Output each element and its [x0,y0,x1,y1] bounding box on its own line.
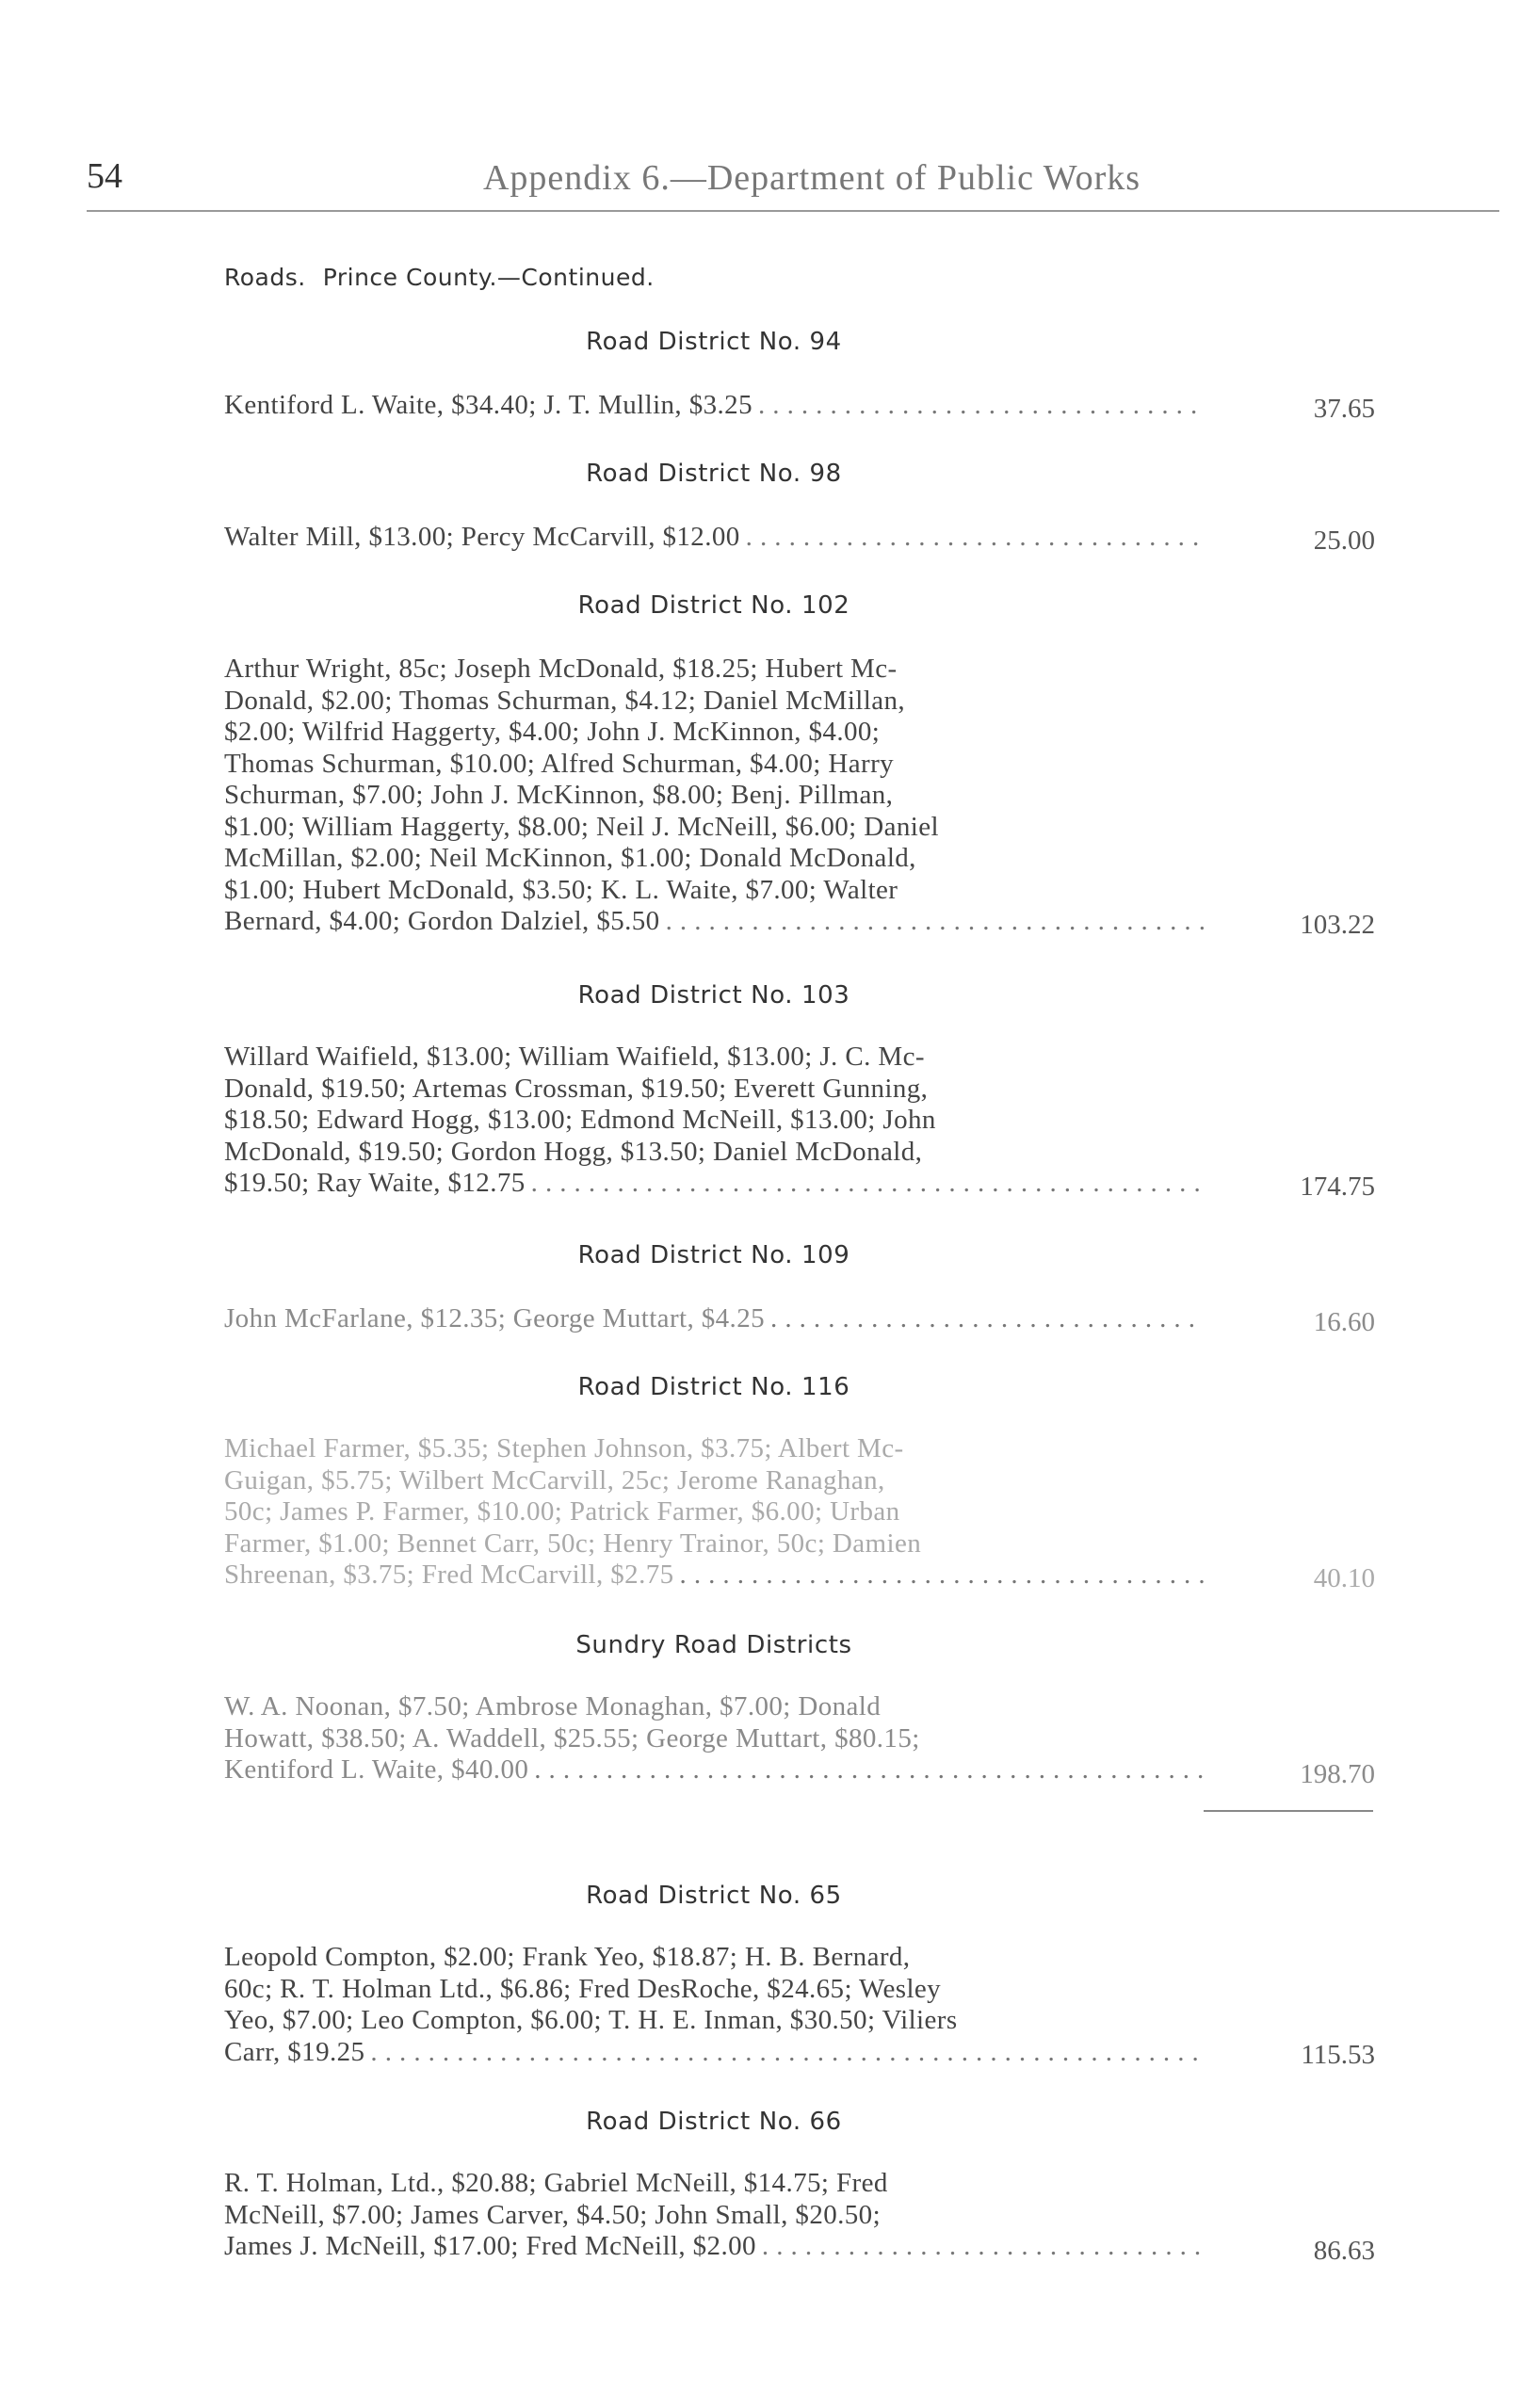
entry-last-line [224,390,1204,422]
running-header [87,155,1509,212]
district-entry [224,1942,1204,2068]
section-subheading: Prince County.—Continued. [322,264,655,291]
entry-last-line [224,1168,1204,1200]
entry-line: Donald, $2.00; Thomas Schurman, $4.12; Daniel McMillan, [224,685,906,716]
district-entry [224,1691,1204,1786]
district-title: Road District No. 109 [577,1241,850,1269]
entry-line: W. A. Noonan, $7.50; Ambrose Monaghan, $7.00; Donald [224,1691,882,1721]
district-title: Road District No. 102 [577,591,850,620]
entry-line: $18.50; Edward Hogg, $13.00; Edmond McNeill, $13.00; John [224,1105,936,1135]
entry-line: Thomas Schurman, $10.00; Alfred Schurman, $4.00; Harry [224,748,895,779]
district-amount: 174.75 [1300,1172,1375,1202]
entry-line: Guigan, $5.75; Wilbert McCarvill, 25c; Jerome Ranaghan, [224,1464,885,1495]
district-entry [224,654,1204,938]
dot-leader [531,1168,1204,1200]
section-heading-roads: Roads. [224,264,306,291]
entry-line: Howatt, $38.50; A. Waddell, $25.55; George Muttart, $80.15; [224,1722,920,1753]
entry-text: Kentiford L. Waite, $40.00 [224,1754,529,1785]
entry-line: 60c; R. T. Holman Ltd., $6.86; Fred DesRoche, $24.65; Wesley [224,1973,942,2004]
entry-text: Kentiford L. Waite, $34.40; J. T. Mullin, $3.25 [224,390,752,420]
dot-leader [680,1560,1204,1592]
entry-last-line [224,2037,1204,2069]
district-entry [224,522,1204,554]
entry-last-line [224,1560,1204,1592]
entry-line: McMillan, $2.00; Neil McKinnon, $1.00; Donald McDonald, [224,843,916,873]
header-rule [87,210,1499,212]
district-entry [224,390,1204,422]
entry-text: John McFarlane, $12.35; George Muttart, $4.25 [224,1303,766,1333]
entry-line: R. T. Holman, Ltd., $20.88; Gabriel McNeill, $14.75; Fred [224,2168,888,2198]
entry-last-line [224,1754,1204,1786]
entry-line: $1.00; William Haggerty, $8.00; Neil J. McNeill, $6.00; Daniel [224,811,939,842]
district-amount: 16.60 [1313,1307,1375,1337]
district-title: Road District No. 66 [586,2108,842,2136]
entry-line: McNeill, $7.00; James Carver, $4.50; John Small, $20.50; [224,2199,882,2230]
dot-leader [758,390,1204,422]
district-title: Road District No. 98 [586,460,842,488]
section-heading [224,264,655,291]
entry-line: Leopold Compton, $2.00; Frank Yeo, $18.87; H. B. Bernard, [224,1942,911,1972]
entry-line: Schurman, $7.00; John J. McKinnon, $8.00; Benj. Pillman, [224,780,894,810]
dot-leader [762,2231,1204,2263]
entry-line: McDonald, $19.50; Gordon Hogg, $13.50; Daniel McDonald, [224,1136,923,1167]
entry-line: 50c; James P. Farmer, $10.00; Patrick Farmer, $6.00; Urban [224,1496,900,1527]
entry-text: Carr, $19.25 [224,2036,365,2067]
dot-leader [770,1303,1204,1335]
entry-line: Michael Farmer, $5.35; Stephen Johnson, $3.75; Albert Mc- [224,1433,904,1463]
district-entry [224,1042,1204,1200]
entry-text: Bernard, $4.00; Gordon Dalziel, $5.50 [224,906,660,936]
district-amount: 103.22 [1300,910,1375,940]
district-amount: 86.63 [1313,2236,1375,2266]
entry-text: Shreenan, $3.75; Fred McCarvill, $2.75 [224,1560,674,1590]
entry-last-line [224,522,1204,554]
dot-leader [746,522,1204,554]
entry-line: Willard Waifield, $13.00; William Waifield, $13.00; J. C. Mc- [224,1042,925,1072]
district-amount: 115.53 [1301,2040,1375,2070]
district-amount: 37.65 [1313,394,1375,424]
district-title: Road District No. 116 [577,1373,850,1401]
entry-line: $1.00; Hubert McDonald, $3.50; K. L. Waite, $7.00; Walter [224,874,898,905]
entry-last-line [224,2231,1204,2263]
entry-text: $19.50; Ray Waite, $12.75 [224,1168,526,1198]
district-entry [224,1303,1204,1335]
district-title: Road District No. 65 [586,1882,842,1910]
district-amount: 40.10 [1313,1563,1375,1593]
running-title: Appendix 6.—Department of Public Works [482,158,1141,198]
dot-leader [666,906,1204,938]
dot-leader [534,1754,1204,1786]
entry-line: $2.00; Wilfrid Haggerty, $4.00; John J. McKinnon, $4.00; [224,717,881,747]
entry-text: James J. McNeill, $17.00; Fred McNeill, $2.00 [224,2231,756,2261]
entry-line: Yeo, $7.00; Leo Compton, $6.00; T. H. E. Inman, $30.50; Viliers [224,2005,958,2035]
subtotal-rule [1204,1810,1373,1812]
entry-last-line [224,1303,1204,1335]
dot-leader [370,2037,1204,2069]
district-amount: 198.70 [1300,1759,1375,1789]
entry-last-line [224,906,1204,938]
district-entry [224,1433,1204,1592]
entry-line: Arthur Wright, 85c; Joseph McDonald, $18.25; Hubert Mc- [224,654,898,684]
district-title: Road District No. 94 [586,328,842,356]
district-entry [224,2168,1204,2263]
entry-line: Farmer, $1.00; Bennet Carr, 50c; Henry Trainor, 50c; Damien [224,1527,922,1559]
district-amount: 25.00 [1313,525,1375,556]
district-title: Road District No. 103 [577,981,850,1010]
entry-line: Donald, $19.50; Artemas Crossman, $19.50; Everett Gunning, [224,1073,929,1104]
page-number: 54 [87,156,122,196]
district-title: Sundry Road Districts [575,1631,852,1659]
entry-text: Walter Mill, $13.00; Percy McCarvill, $12.00 [224,522,740,552]
